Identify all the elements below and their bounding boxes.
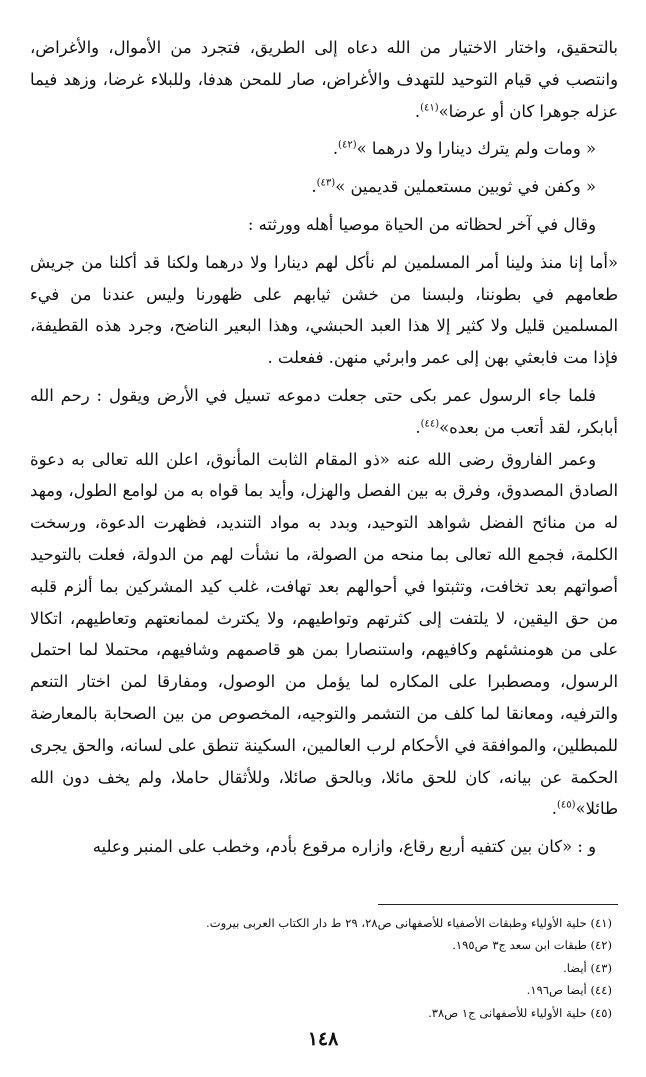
- paragraph-text: « ومات ولم يترك دينارا ولا درهما »: [356, 139, 596, 159]
- footnote-ref: (٤٥): [557, 799, 576, 811]
- paragraph-text: بالتحقيق، واختار الاختيار من الله دعاه إلى الطريق، فتجرد من الأموال، والأغراض، وانتصب في قيام التوحيد للتهدف والأغراض، صار للمحن هدفا، وللبلاء غرضا، وزهد فيما عزله جوهرا كان أو عرضا»: [30, 38, 618, 121]
- footnote-41: (٤١) حلية الأولياء وطبقات الأصفياء للأصفهانى ص٢٨، ٢٩ ط دار الكتاب العربى بيروت.: [206, 916, 612, 930]
- paragraph-text: «أما إنا منذ ولينا أمر المسلمين لم نأكل لهم دينارا ولا درهما ولكنا قد أكلنا من جريش طعامهم في بطوننا، ولبسنا من خشن ثيابهم على ظهورنا وليس عندنا من فيء المسلمين قليل ولا كثير إلا هذا العبد الحبشي، وهذا البعير الناضح، وجرد هذه القطيفة، فإذا مت فابعثي بهن إلى عمر وابرئي منهن. ففعلت .: [30, 252, 618, 368]
- footnote-divider: [378, 904, 618, 905]
- paragraph-end: .: [332, 139, 339, 159]
- footnote-42: (٤٢) طبقات ابن سعد ج٣ ص١٩٥.: [452, 938, 612, 953]
- footnotes: [30, 912, 612, 1024]
- footnote-ref: (٤٢): [338, 139, 357, 151]
- paragraph-text: « وكفن في ثوبين مستعملين قديمين »: [335, 177, 596, 197]
- footnote-ref: (٤٤): [420, 418, 440, 430]
- paragraph-end: .: [311, 177, 317, 197]
- paragraph-text: و : «كان بين كتفيه أربع رقاع، وازاره مرقوع بأدم، وخطب على المنبر وعليه: [92, 837, 596, 857]
- footnote-43: (٤٣) أيضا.: [563, 960, 612, 975]
- main-text: [30, 32, 618, 863]
- page-number: ١٤٨: [307, 1028, 339, 1050]
- footnote-ref: (٤٣): [316, 177, 336, 189]
- paragraph-end: .: [414, 101, 421, 121]
- paragraph-text: فلما جاء الرسول عمر بكى حتى جعلت دموعه تسيل في الأرض ويقول : رحم الله أبابكر، لقد أتعب من بعده»: [30, 385, 618, 437]
- paragraph-1: [30, 32, 618, 127]
- paragraph-5: [30, 247, 618, 374]
- paragraph-end: .: [415, 417, 421, 437]
- paragraph-text: وعمر الفاروق رضى الله عنه «ذو المقام الثابت المأنوق، اعلن الله تعالى به دعوة الصادق المصدوق، وفرق به بين الفصل والهزل، وأيد بما قواه به من لوامع الطول، ومهد له من منائح الفضل شواهد التوحيد، وبدد به مواد التنديد، فظهرت الدعوة، ورسخت الكلمة، فجمع الله تعالى بما منحه من الصولة، ما نشأت لهم من الدولة، فعلت بالتوحيد أصواتهم بعد تخافت، وتثبتوا في أحوالهم بعد تهافت، غلب كيد المشركين بما ألزم قلبه من حق اليقين، لا يلتفت إلى كثرتهم وتواطيهم، ولا يكترث لممانعتهم وتعاطيهم، اتكالا على من هومنشئهم وكافيهم، واستنصارا بمن هو قاصمهم وشافيهم، محتملا لما احتمل الرسول، ومصطبرا على المكاره لما يؤمل من الوصول، ومفارقا لمن اختار التنعم والترفيه، ومعانقا لما كلف من التشمر والتوجيه، المخصوص من بين الصحابة بالمعارضة للمبطلين، والموافقة في الأحكام لرب العالمين، السكينة تنطق على لسانه، والحق يجرى الحكمة عن بيانه، كان للحق مائلا، وبالحق صائلا، وللأثقال حاملا، ولم يخف دون الله طائلا»: [30, 449, 618, 819]
- footnote-ref: (٤١): [420, 102, 439, 114]
- paragraph-2: [30, 133, 618, 165]
- paragraph-6: [30, 380, 618, 444]
- paragraph-4: [30, 209, 618, 241]
- footnote-45: (٤٥) حلية الأولياء للأصفهانى ج١ ص٣٨.: [428, 1005, 612, 1020]
- paragraph-end: .: [551, 799, 558, 819]
- paragraph-8: [30, 831, 618, 863]
- footnote-44: (٤٤) أيضا ص١٩٦.: [526, 983, 612, 998]
- paragraph-3: [30, 171, 618, 203]
- paragraph-7: [30, 444, 618, 826]
- paragraph-text: وقال في آخر لحظاته من الحياة موصيا أهله وورثته :: [247, 214, 596, 234]
